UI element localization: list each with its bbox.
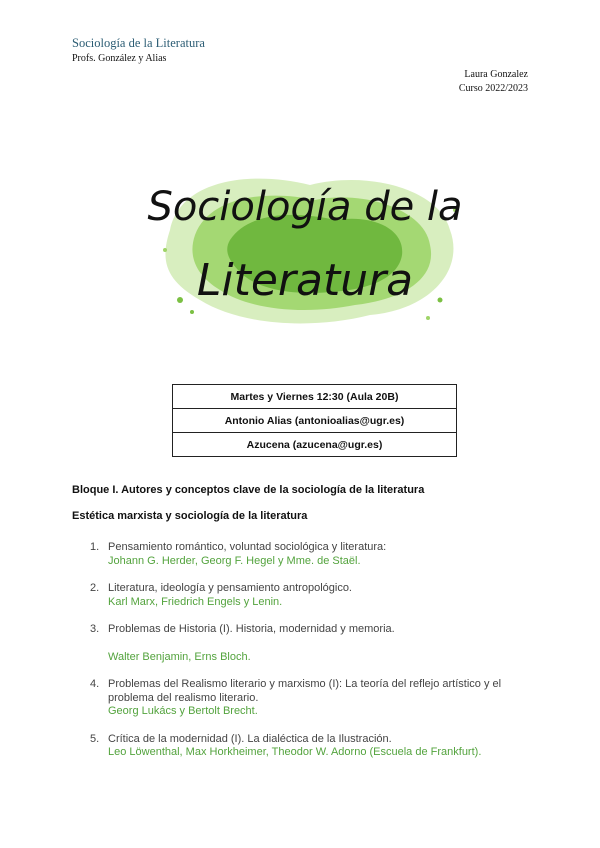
course-title: Sociología de la Literatura bbox=[72, 36, 205, 50]
topic-authors: Walter Benjamin, Erns Bloch. bbox=[108, 650, 251, 663]
course-term: Curso 2022/2023 bbox=[458, 83, 528, 94]
author-name: Laura Gonzalez bbox=[464, 69, 528, 80]
logo-line-1: Sociología de la bbox=[147, 184, 463, 230]
section-title: Estética marxista y sociología de la literatura bbox=[72, 510, 308, 522]
schedule-row bbox=[173, 433, 457, 457]
topic-text: Problemas del Realismo literario y marxismo (I): La teoría del reflejo artístico y el problema del realismo literario. bbox=[108, 678, 502, 704]
topic-authors: Karl Marx, Friedrich Engels y Lenin. bbox=[108, 595, 283, 608]
logo-line-2: Literatura bbox=[196, 255, 414, 306]
list-item bbox=[90, 678, 530, 719]
topic-authors: Leo Löwenthal, Max Horkheimer, Theodor W. Adorno (Escuela de Frankfurt). bbox=[108, 746, 482, 758]
topic-text: Literatura, ideología y pensamiento antropológico. bbox=[108, 582, 352, 594]
course-logo bbox=[140, 150, 470, 340]
list-item bbox=[90, 582, 530, 609]
schedule-time: Martes y Viernes 12:30 (Aula 20B) bbox=[173, 385, 457, 409]
block-title: Bloque I. Autores y conceptos clave de la sociología de la literatura bbox=[72, 484, 425, 496]
list-item bbox=[90, 623, 530, 664]
list-item bbox=[90, 541, 530, 568]
topic-number: 2. bbox=[90, 582, 100, 594]
schedule-professor-2: Azucena (azucena@ugr.es) bbox=[173, 433, 457, 457]
list-item bbox=[90, 733, 530, 760]
topic-number: 4. bbox=[90, 678, 100, 690]
topic-authors: Georg Lukács y Bertolt Brecht. bbox=[108, 705, 258, 717]
topic-number: 3. bbox=[90, 623, 100, 635]
topic-list bbox=[90, 541, 530, 760]
topic-text: Pensamiento romántico, voluntad sociológica y literatura: bbox=[108, 541, 387, 553]
topic-number: 1. bbox=[90, 541, 100, 553]
topic-text: Crítica de la modernidad (I). La dialéctica de la Ilustración. bbox=[108, 732, 392, 745]
topic-number: 5. bbox=[90, 732, 100, 745]
professors-line: Profs. González y Alias bbox=[72, 53, 167, 64]
topic-authors: Johann G. Herder, Georg F. Hegel y Mme. de Staël. bbox=[108, 554, 361, 567]
schedule-professor-1: Antonio Alias (antonioalias@ugr.es) bbox=[173, 409, 457, 433]
topic-text: Problemas de Historia (I). Historia, modernidad y memoria. bbox=[108, 623, 395, 635]
schedule-table bbox=[172, 384, 457, 457]
author-block bbox=[459, 68, 528, 96]
schedule-row bbox=[173, 409, 457, 433]
schedule-row bbox=[173, 385, 457, 409]
